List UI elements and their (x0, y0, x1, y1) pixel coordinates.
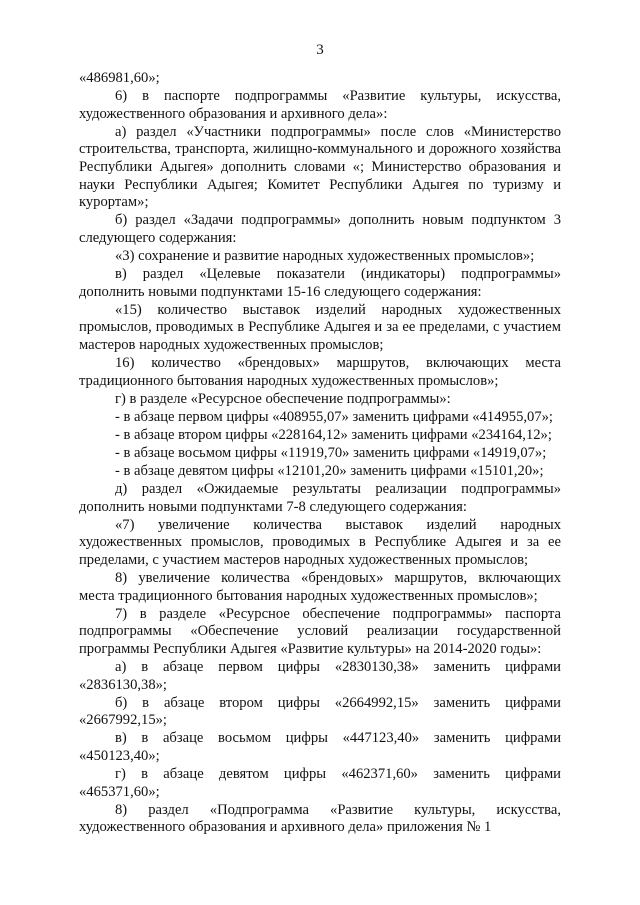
paragraph: б) раздел «Задачи подпрограммы» дополнить новым подпунктом 3 следующего содержания: (79, 212, 561, 246)
paragraph: - в абзаце втором цифры «228164,12» заменить цифрами «234164,12»; (115, 426, 552, 443)
paragraph: 16) количество «брендовых» маршрутов, включающих места традиционного бытования народных художественных промыслов»; (79, 355, 561, 389)
paragraph: - в абзаце первом цифры «408955,07» заменить цифрами «414955,07»; (115, 408, 553, 425)
paragraph: б) в абзаце втором цифры «2664992,15» заменить цифрами «2667992,15»; (79, 694, 561, 729)
paragraph: - в абзаце девятом цифры «12101,20» заменить цифрами «15101,20»; (115, 463, 544, 480)
paragraph: 8) раздел «Подпрограмма «Развитие культуры, искусства, художественного образования и архивного дела» приложения № 1 (79, 801, 561, 836)
paragraph: а) в абзаце первом цифры «2830130,38» заменить цифрами «2836130,38»; (79, 659, 561, 693)
paragraph: «15) количество выставок изделий народных художественных промыслов, проводимых в Республике Адыгея и за ее пределами, с участием мастеров народных художественных промыслов; (79, 301, 561, 353)
paragraph: 6) в паспорте подпрограммы «Развитие культуры, искусства, художественного образования и архивного дела»: (79, 88, 561, 122)
paragraph: а) раздел «Участники подпрограммы» после слов «Министерство строительства, транспорта, жилищно-коммунального и дорожного хозяйства Республики Адыгея» дополнить словами «; Министерство образования и науки Республики Адыгея; Комитет Республики Адыгея по туризму и курортам»; (79, 123, 561, 211)
paragraph: г) в разделе «Ресурсное обеспечение подпрограммы»: (115, 390, 451, 407)
paragraph: в) раздел «Целевые показатели (индикаторы) подпрограммы» дополнить новыми подпунктами 15-16 следующего содержания: (79, 266, 561, 300)
document-body (79, 70, 561, 838)
paragraph: д) раздел «Ожидаемые результаты реализации подпрограммы» дополнить новыми подпунктами 7-8 следующего содержания: (79, 481, 561, 515)
paragraph: 8) увеличение количества «брендовых» маршрутов, включающих места традиционного бытования народных художественных промыслов»; (79, 570, 561, 604)
paragraph: «3) сохранение и развитие народных художественных промыслов»; (115, 247, 535, 264)
paragraph: - в абзаце восьмом цифры «11919,70» заменить цифрами «14919,07»; (115, 444, 547, 461)
page-number: 3 (316, 42, 324, 58)
paragraph: 7) в разделе «Ресурсное обеспечение подпрограммы» паспорта подпрограммы «Обеспечение условий реализации государственной программы Республики Адыгея «Развитие культуры» на 2014-2020 годы»: (79, 605, 561, 657)
paragraph: в) в абзаце восьмом цифры «447123,40» заменить цифрами «450123,40»; (79, 730, 561, 765)
paragraph: «486981,60»; (79, 70, 160, 86)
paragraph: «7) увеличение количества выставок изделий народных художественных промыслов, проводимых в Республике Адыгея и за ее пределами, с участием мастеров народных художественных промыслов; (79, 516, 561, 569)
paragraph: г) в абзаце девятом цифры «462371,60» заменить цифрами «465371,60»; (79, 766, 561, 800)
